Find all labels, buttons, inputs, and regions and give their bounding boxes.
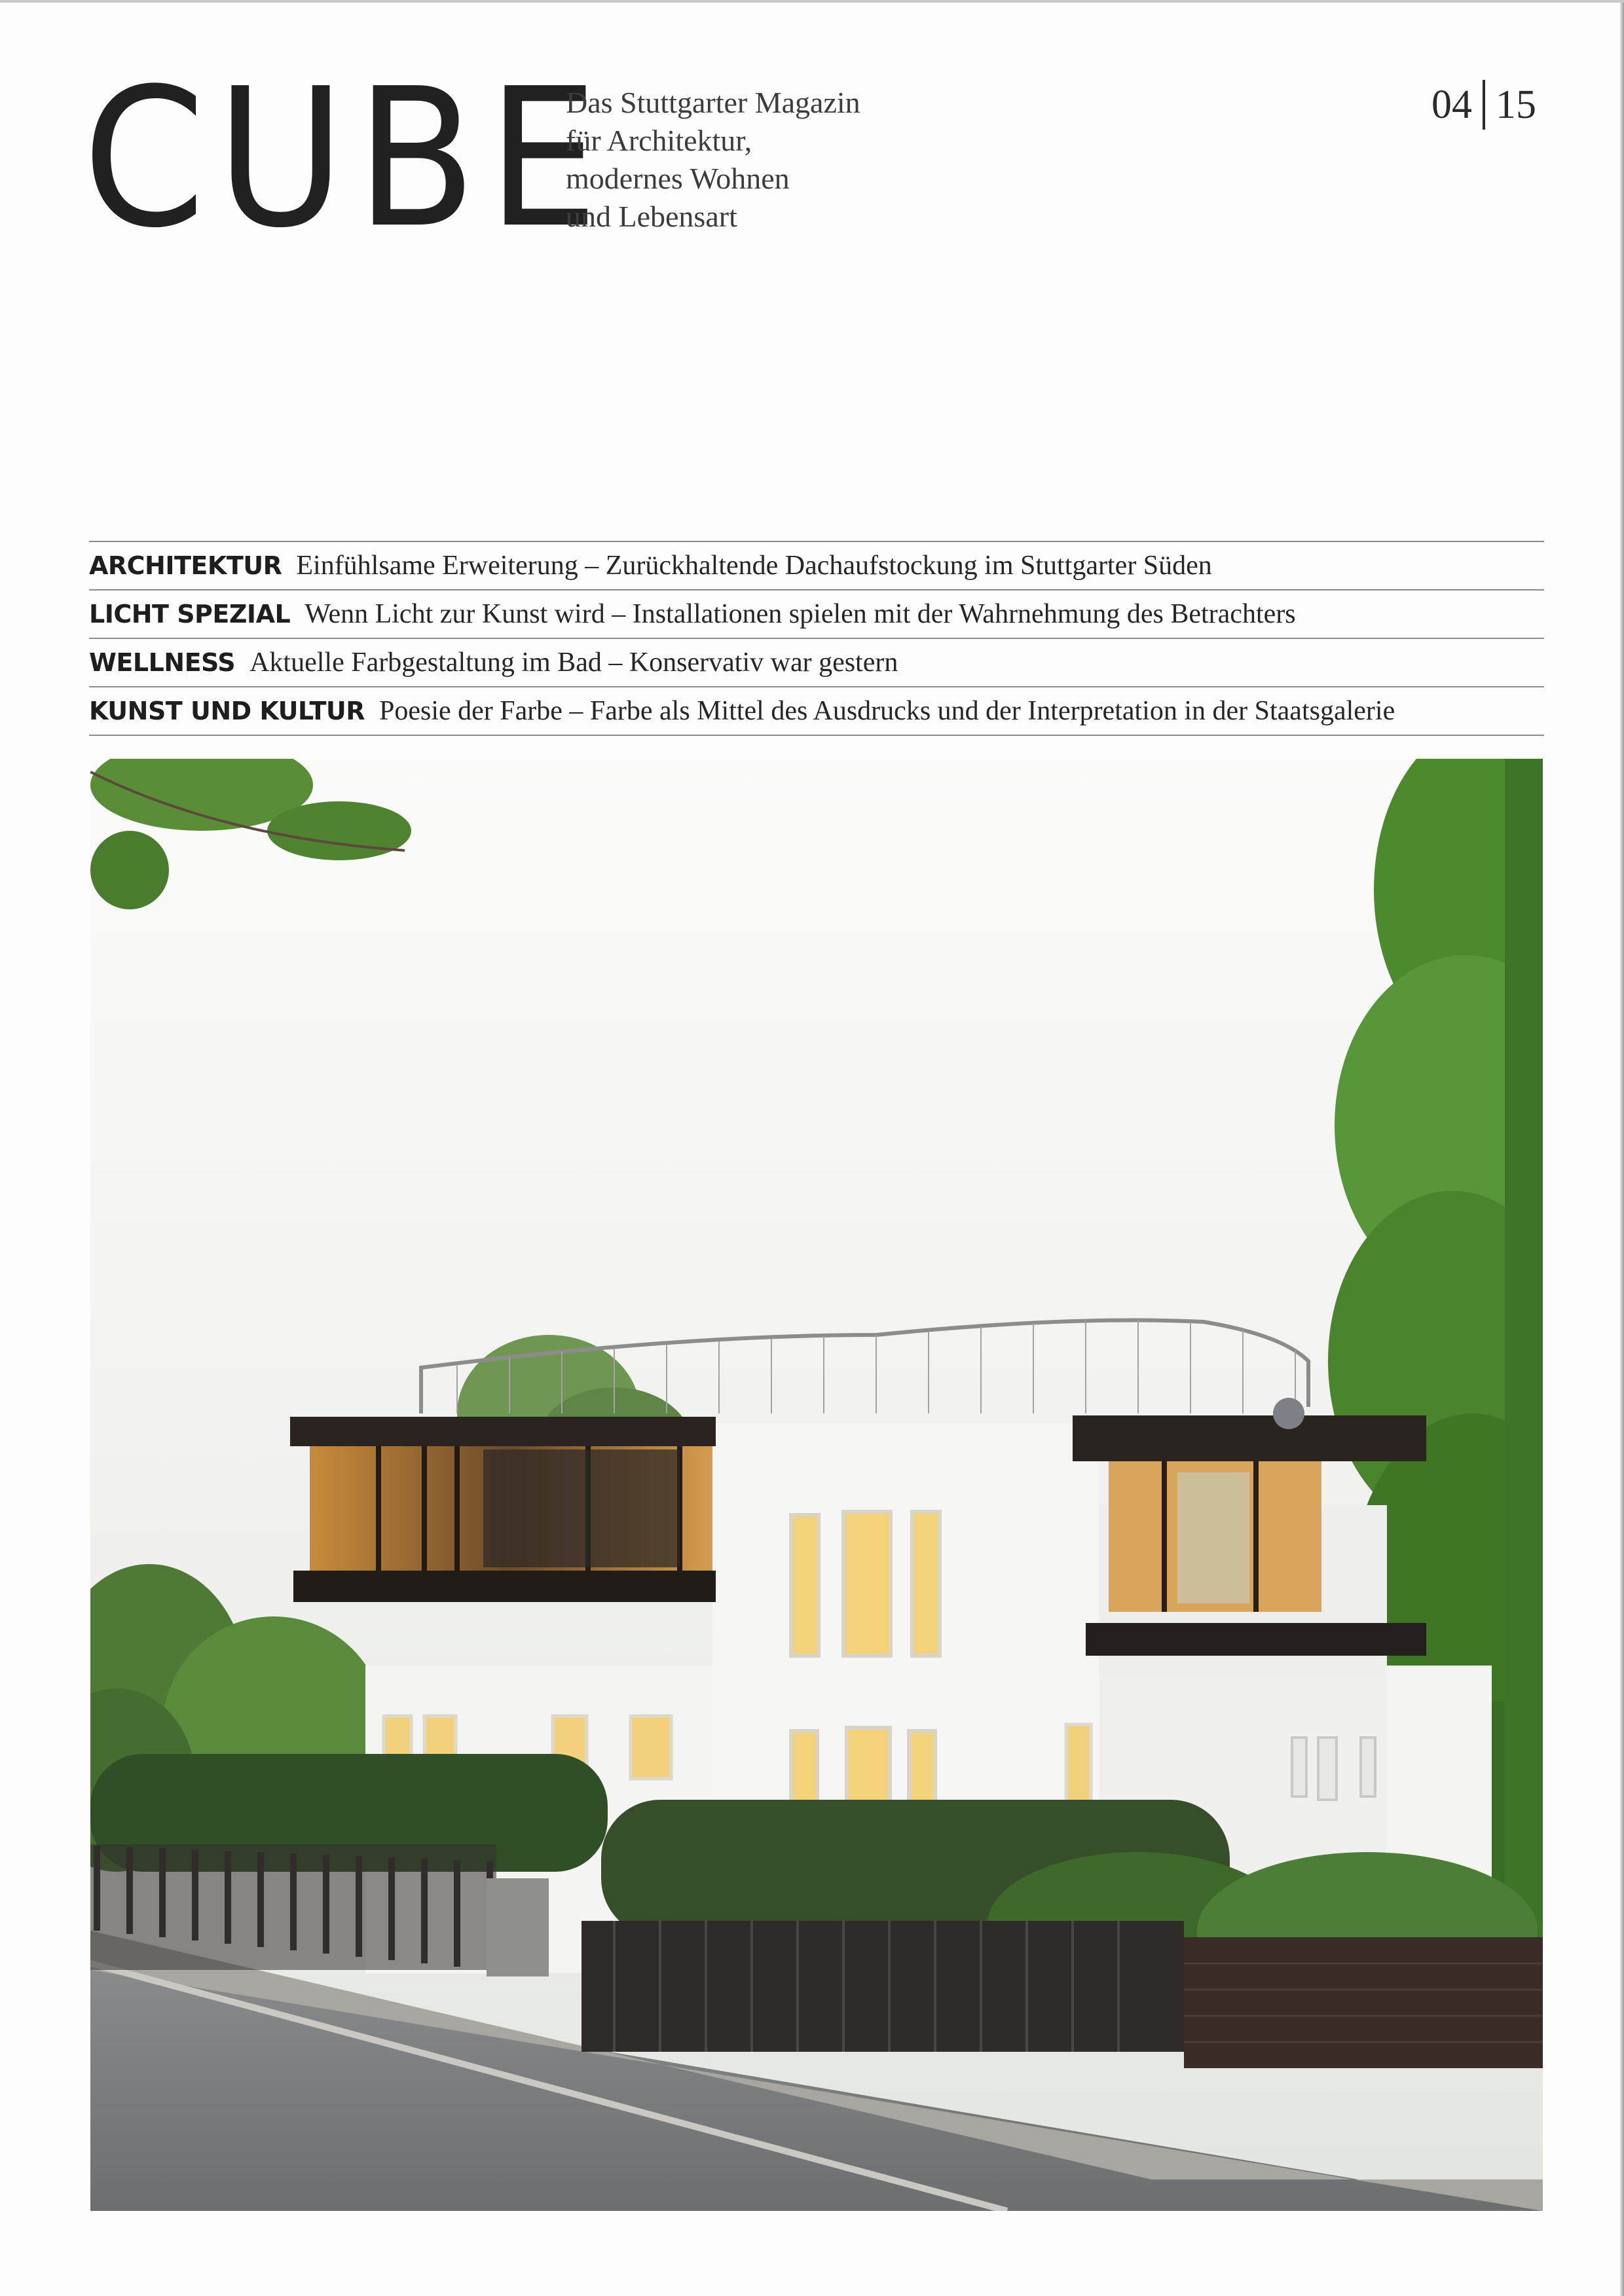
tagline-line: für Architektur, xyxy=(566,124,752,157)
house-illustration xyxy=(90,759,1543,2211)
cover-photo-house xyxy=(90,759,1543,2211)
slab-left xyxy=(293,1571,716,1602)
central-tower xyxy=(712,1423,1099,1796)
toc-row-architektur xyxy=(89,542,1544,591)
toc-category: KUNST UND KULTUR xyxy=(89,697,365,725)
toc-headline: Wenn Licht zur Kunst wird – Installationen spielen mit der Wahrnehmung des Betrachters xyxy=(304,599,1296,629)
satellite-dish xyxy=(1273,1398,1304,1429)
tagline xyxy=(566,84,860,236)
gate-pillar xyxy=(487,1878,549,1977)
toc-category: ARCHITEKTUR xyxy=(89,551,282,580)
toc-category: WELLNESS xyxy=(89,648,236,677)
tagline-line: modernes Wohnen xyxy=(566,162,790,195)
toc-row-licht-spezial xyxy=(89,591,1544,639)
issue-label xyxy=(1431,80,1536,130)
slab-right xyxy=(1086,1623,1426,1656)
toc-headline: Einfühlsame Erweiterung – Zurückhaltende Dachaufstockung im Stuttgarter Süden xyxy=(296,551,1212,581)
issue-year: 15 xyxy=(1496,82,1536,127)
tagline-line: und Lebensart xyxy=(566,200,737,233)
issue-divider xyxy=(1483,80,1485,130)
toc-row-wellness xyxy=(89,639,1544,687)
magazine-logo: CUBE xyxy=(83,47,610,270)
toc-headline: Poesie der Farbe – Farbe als Mittel des Ausdrucks und der Interpretation in der Staatsgalerie xyxy=(378,696,1395,726)
brick-wall xyxy=(1184,1937,1543,2068)
table-of-contents xyxy=(89,541,1544,736)
toc-category: LICHT SPEZIAL xyxy=(89,600,291,629)
issue-number: 04 xyxy=(1431,82,1472,127)
fence-right xyxy=(581,1921,1184,2052)
roof-band-left xyxy=(290,1417,716,1446)
toc-headline: Aktuelle Farbgestaltung im Bad – Konservativ war gestern xyxy=(249,647,898,678)
roof-band-right xyxy=(1073,1415,1426,1461)
toc-row-kunst-und-kultur xyxy=(89,687,1544,736)
tagline-line: Das Stuttgarter Magazin xyxy=(566,86,860,119)
